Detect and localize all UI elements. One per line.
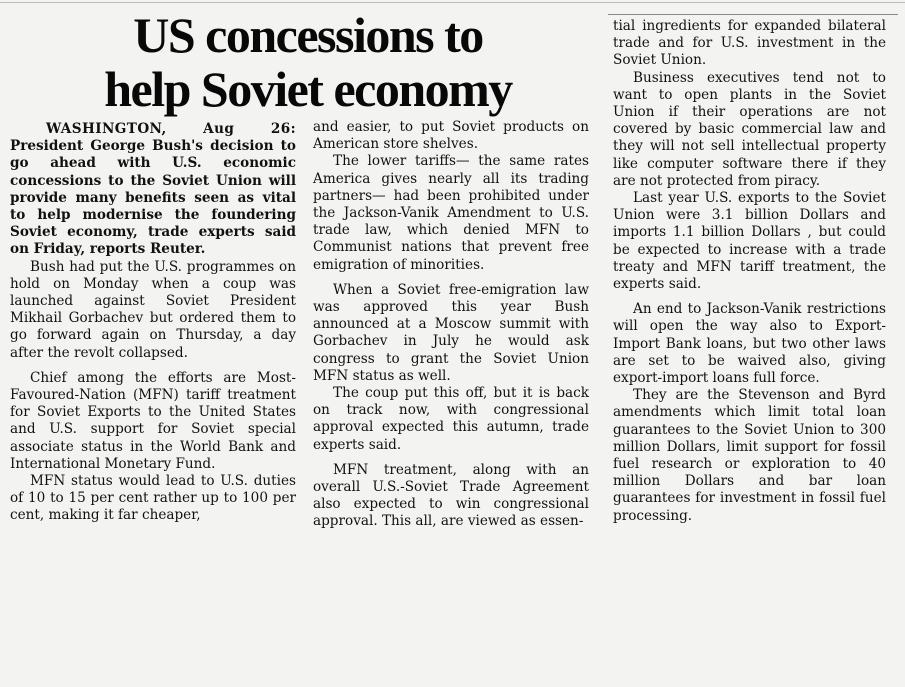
paragraph: When a Soviet free-emigration law was approved this year Bush announced at a Moscow summit with Gorbachev in July he would ask congress to grant the Soviet Union MFN status as well. (313, 281, 589, 384)
paragraph: Bush had put the U.S. programmes on hold on Monday when a coup was launched against Soviet President Mikhail Gorbachev but ordered them to go forward again on Thursday, a day after the revolt collapsed. (10, 258, 296, 361)
paragraph: Chief among the efforts are Most-Favoured-Nation (MFN) tariff treatment for Soviet Exports to the United States and U.S. support for Soviet special associate status in the World Bank and International Monetary Fund. (10, 369, 296, 472)
paragraph: They are the Stevenson and Byrd amendments which limit total loan guarantees to the Soviet Union to 300 million Dollars, limit support for fossil fuel research or exploration to 40 million Dollars and bar loan guarantees for investment in fossil fuel processing. (613, 387, 886, 524)
paragraph: MFN status would lead to U.S. duties of 10 to 15 per cent rather up to 100 per cent, making it far cheaper, (10, 473, 296, 524)
column-2 (313, 119, 589, 531)
top-rule (0, 2, 905, 3)
paragraph: MFN treatment, along with an overall U.S.-Soviet Trade Agreement also expected to win congressional approval. This all, are viewed as essen- (313, 461, 589, 530)
headline (28, 8, 588, 116)
lead-text: President George Bush's decision to go ahead with U.S. economic concessions to the Soviet Union will provide many benefits seen as vital to help modernise the foundering Soviet economy, trade experts said on Friday, reports Reuter. (10, 138, 296, 258)
column-top-rule (608, 14, 898, 15)
paragraph: Business executives tend not to want to open plants in the Soviet Union if their operations are not covered by basic commercial law and they will not sell intellectual property like computer software there if they are not protected from piracy. (613, 69, 886, 189)
paragraph (10, 121, 296, 259)
paragraph: tial ingredients for expanded bilateral trade and for U.S. investment in the Soviet Union. (613, 18, 886, 69)
paragraph: and easier, to put Soviet products on American store shelves. (313, 119, 589, 153)
dateline: WASHINGTON, Aug 26: (46, 121, 296, 137)
paragraph: An end to Jackson-Vanik restrictions will open the way also to Export-Import Bank loans, but two other laws are set to be waived also, giving export-import loans full force. (613, 301, 886, 387)
paragraph: The coup put this off, but it is back on track now, with congressional approval expected this autumn, trade experts said. (313, 385, 589, 453)
paragraph: The lower tariffs— the same rates America gives nearly all its trading partners— had been prohibited under the Jackson-Vanik Amendment to U.S. trade law, which denied MFN to Communist nations that prevent free emigration of minorities. (313, 153, 589, 273)
column-3 (613, 18, 886, 525)
column-1 (10, 121, 296, 525)
headline-line-1: US concessions to (133, 7, 483, 63)
headline-line-2: help Soviet economy (104, 61, 512, 117)
paragraph: Last year U.S. exports to the Soviet Union were 3.1 billion Dollars and imports 1.1 billion Dollars , but could be expected to increase with a trade treaty and MFN tariff treatment, the experts said. (613, 190, 886, 293)
